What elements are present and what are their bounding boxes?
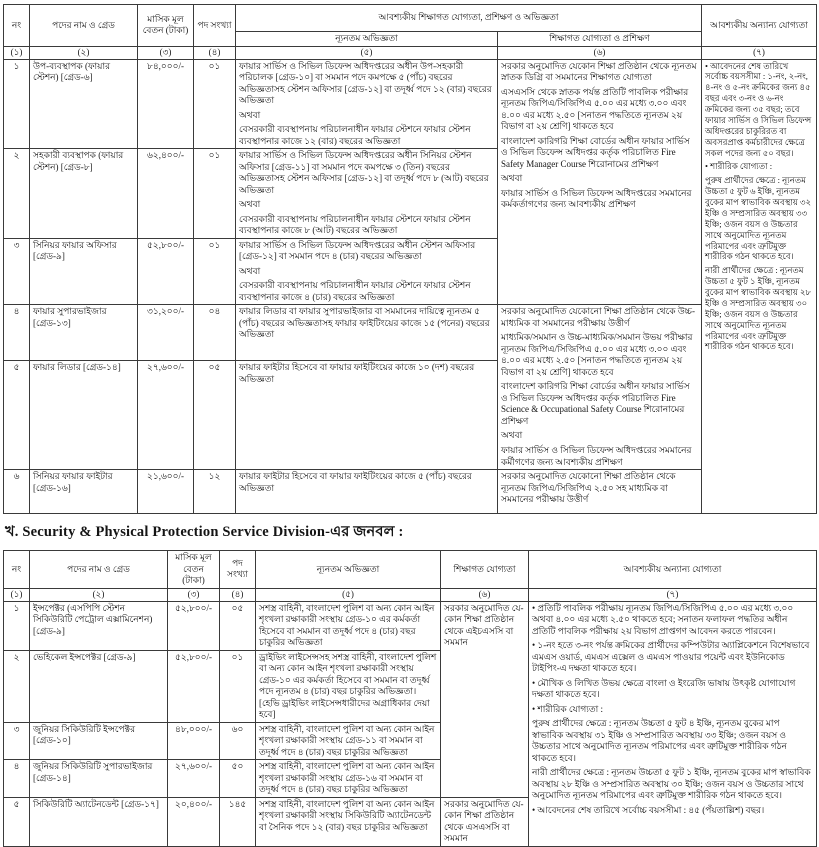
- t2-colnum-3: (৩): [168, 588, 220, 601]
- t2-r5-count: ১৪৫: [220, 797, 256, 846]
- t1-r1-experience: [236, 59, 498, 149]
- text-line: নারী প্রার্থীদের ক্ষেত্রে : ন্যূনতম উচ্চতা ৫ ফুট ১ ইঞ্চি, ন্যূনতম বুকের মাপ স্বাভাবিক অবস্থায় ২৮ ইঞ্চি ও সম্প্রসারিত অবস্থায় ৩০ ইঞ্চি; ওজন বয়স ও উচ্চতার সাথে অনুমোদিত ন্যূনতম পরিমাপের এবং ত্রুটিমুক্ত শারীরিক গঠন থাকতে হবে।: [532, 767, 813, 801]
- text-line: সশস্ত্র বাহিনী, বাংলাদেশ পুলিশ বা অন্য কোন আইন শৃংখলা রক্ষাকারী সংস্থায় গ্রেড-১১ বা সমমান বা তদূর্ধ্ব পদে ৪ (চার) বছর চাকুরির অভিজ্ঞতা: [259, 723, 437, 757]
- t2-colnum-7: (৭): [529, 588, 817, 601]
- text-line: • শারীরিক যোগ্যতা :: [532, 703, 604, 714]
- security-division-table: [3, 550, 817, 847]
- table-row: [4, 59, 817, 149]
- text-line: অথবা: [239, 199, 261, 210]
- t1-r4-salary: ৩১,২০০/-: [138, 305, 194, 361]
- t2-colnum-5: (৫): [256, 588, 441, 601]
- t1-header-sl: নং: [4, 5, 30, 47]
- text-line: বেসরকারী ব্যবস্থাপনায় পরিচালনাধীন ফায়ার স্টেশনে ফায়ার স্টেশন ব্যবস্থাপনার কাজে ৮ (আট) বছরের অভিজ্ঞতা: [239, 213, 473, 236]
- t1-r3-count: ০১: [194, 238, 236, 305]
- text-line: • ১-নং হতে ৩-নং পর্যন্ত ক্রমিকের প্রার্থীদের কম্পিউটার অ্যাপ্লিকেশনে বিশেষভাবে এমএস ওয়ার্ড, এমএস এক্সেল ও এমএস পাওয়ার পয়েন্ট এবং ইউনিকোড টাইপিং-এ দক্ষতা থাকতে হবে।: [532, 640, 812, 674]
- text-line: সরকার অনুমোদিত যেকোন শিক্ষা প্রতিষ্ঠান থেকে ন্যূনতম স্নাতক ডিগ্রি বা সমমানের শিক্ষাগত যোগ্যতা: [501, 60, 699, 83]
- text-line: সরকার অনুমোদিত যে-কোন শিক্ষা প্রতিষ্ঠান থেকে এসএসসি বা সমমান: [444, 798, 524, 844]
- t2-r2-experience: [256, 650, 441, 722]
- t1-colnum-7: (৭): [702, 46, 817, 59]
- t1-r2-salary: ৬২,৪০০/-: [138, 149, 194, 239]
- t1-colnum-2: (২): [30, 46, 138, 59]
- t2-r1-count: ০৫: [220, 601, 256, 650]
- t2-r2-sl: ২: [4, 650, 30, 722]
- text-line: সশস্ত্র বাহিনী, বাংলাদেশ পুলিশ বা অন্য কোন আইন শৃংখলা রক্ষাকারী সংস্থায় সিকিউরিটি অ্যাটেনডেন্ট বা সৈনিক পদে ১২ (বার) বছর চাকুরির অভিজ্ঞতা: [259, 798, 437, 832]
- t2-r1-experience: [256, 601, 441, 650]
- t2-r3-post: জুনিয়র সিকিউরিটি ইন্সপেক্টর [গ্রেড-১০]: [30, 722, 168, 760]
- t1-r4-post: ফায়ার সুপারভাইজার [গ্রেড-১৩]: [30, 305, 138, 361]
- text-line: মাধ্যমিক/সমমান ও উচ্চ-মাধ্যমিক/সমমান উভয় পরীক্ষার ন্যূনতম জিপিএ/সিজিপিএ ৫.০০ এর মধ্যে ৩.০০ এবং ৪.০০ এর মধ্যে ২.৫০ [সনাতন পদ্ধতিতে ন্যূনতম ২য় বিভাগ বা ২য় শ্রেণি] থাকতে হবে: [501, 332, 695, 377]
- t1-header-qual-group: আবশ্যকীয় শিক্ষাগত যোগ্যতা, প্রশিক্ষণ ও অভিজ্ঞতা: [236, 5, 702, 32]
- t1-r6-experience: [236, 470, 498, 514]
- t1-r2-experience: [236, 149, 498, 239]
- t2-r3-experience: [256, 722, 441, 760]
- text-line: • শারীরিক যোগ্যতা :: [705, 161, 773, 172]
- t1-r1-post: উপ-ব্যবস্থাপক (ফায়ার স্টেশন) [গ্রেড-৬]: [30, 59, 138, 149]
- t1-colnum-1: (১): [4, 46, 30, 59]
- t1-header-edu: শিক্ষাগত যোগ্যতা ও প্রশিক্ষণ: [498, 32, 702, 47]
- t1-header-count: পদ সংখ্যা: [194, 5, 236, 47]
- text-line: বেসরকারী ব্যবস্থাপনায় পরিচালনাধীন ফায়ার স্টেশনে ফায়ার স্টেশন ব্যবস্থাপনার কাজে ১২ (বার) বছরের অভিজ্ঞতা: [239, 124, 473, 146]
- t1-r1-sl: ১: [4, 59, 30, 149]
- text-line: ফায়ার সার্ভিস ও সিভিল ডিফেন্স অধিদপ্তরের সমমানের কর্মকর্তাগণের জন্য আবশ্যকীয় প্রশিক্ষণ: [501, 187, 694, 210]
- t2-colnum-2: (২): [30, 588, 168, 601]
- t1-r4-sl: ৪: [4, 305, 30, 361]
- t1-r5-experience: [236, 361, 498, 470]
- t2-r4-count: ৫০: [220, 760, 256, 798]
- text-line: অথবা: [239, 265, 261, 276]
- fire-division-table: [3, 4, 817, 514]
- table-row: [4, 305, 817, 361]
- text-line: অথবা: [239, 109, 261, 120]
- t1-r3-experience: [236, 238, 498, 305]
- t2-header-salary: মাসিক মূল বেতন (টাকা): [168, 551, 220, 589]
- text-line: ফায়ার লিডার বা ফায়ার সুপারভাইজার বা সমমানের দায়িত্বে ন্যূনতম ৫ (পাঁচ) বছরের অভিজ্ঞতাসহ ফায়ার ফাইটিংয়ের কাজে ১৫ (পনের) বছরের অভিজ্ঞতা: [239, 306, 492, 340]
- t1-r5-salary: ২৭,৬০০/-: [138, 361, 194, 470]
- t1-edu-rows4to5: [498, 305, 702, 470]
- t2-header-post: পদের নাম ও গ্রেড: [30, 551, 168, 589]
- text-line: সরকার অনুমোদিত যে-কোন শিক্ষা প্রতিষ্ঠান থেকে এইচএসসি বা সমমান: [444, 602, 524, 648]
- t1-r1-count: ০১: [194, 59, 236, 149]
- t2-r3-count: ৬০: [220, 722, 256, 760]
- t2-r5-salary: ২০,৪০০/-: [168, 797, 220, 846]
- t2-header-exp: ন্যূনতম অভিজ্ঞতা: [256, 551, 441, 589]
- t1-r6-salary: ২১,৬০০/-: [138, 470, 194, 514]
- t2-r2-post: ভেহিকেল ইন্সপেক্টর [গ্রেড-৯]: [30, 650, 168, 722]
- t2-edu-rows1to4: [441, 601, 529, 797]
- text-line: বাংলাদেশ কারিগরি শিক্ষা বোর্ডের অধীন ফায়ার সার্ভিস ও সিভিল ডিফেন্স অধিদপ্তর কর্তৃক পরিচালিত Fire Science & Occupational Safety Course শিরোনামের প্রশিক্ষণ: [501, 381, 692, 426]
- t1-r5-count: ০৫: [194, 361, 236, 470]
- text-line: ফায়ার সার্ভিস ও সিভিল ডিফেন্স অধিদপ্তরের অধীন সিনিয়র স্টেশন অফিসার [গ্রেড-১১] বা সমমান পদে কমপক্ষে ৩ (তিন) বছরের অভিজ্ঞতাসহ স্টেশন অফিসার [গ্রেড-১২] বা তদূর্ধ্ব পদে ৮ (আট) বছরের অভিজ্ঞতা: [239, 150, 491, 195]
- t1-edu-row6: [498, 470, 702, 514]
- text-line: বাংলাদেশ কারিগরি শিক্ষা বোর্ডের অধীন ফায়ার সার্ভিস ও সিভিল ডিফেন্স অধিদপ্তর কর্তৃক পরিচালিত Fire Safety Manager Course শিরোনামের প্রশিক্ষণ: [501, 135, 692, 169]
- t2-r5-experience: [256, 797, 441, 846]
- t1-r5-sl: ৫: [4, 361, 30, 470]
- text-line: ফায়ার সার্ভিস ও সিভিল ডিফেন্স অধিদপ্তরের অধীন স্টেশন অফিসার [গ্রেড-১২] বা সমমান পদে ৪ (চার) বছরের অভিজ্ঞতা: [239, 239, 478, 262]
- t2-r3-sl: ৩: [4, 722, 30, 760]
- text-line: নারী প্রার্থীদের ক্ষেত্রে : ন্যূনতম উচ্চতা ৫ ফুট ১ ইঞ্চি, ন্যূনতম বুকের মাপ স্বাভাবিক অবস্থায় ২৮ ইঞ্চি ও সম্প্রসারিত অবস্থায় ৩০ ইঞ্চি; ওজন বয়স ও উচ্চতার সাথে অনুমোদিত ন্যূনতম পরিমাপের এবং ত্রুটিমুক্ত শারীরিক গঠন থাকতে হবে।: [705, 265, 814, 352]
- t1-r3-sl: ৩: [4, 238, 30, 305]
- t1-r5-post: ফায়ার লিডার [গ্রেড-১৪]: [30, 361, 138, 470]
- text-line: ফায়ার সার্ভিস ও সিভিল ডিফেন্স অধিদপ্তরের অধীন উপ-সহকারী পরিচালক [গ্রেড-১০] বা সমমান পদে কমপক্ষে ৫ (পাঁচ) বছরের অভিজ্ঞতাসহ স্টেশন অফিসার [গ্রেড-১২] বা তদূর্ধ্ব পদে ১২ (বার) বছরের অভিজ্ঞতা: [239, 60, 494, 106]
- text-line: ফায়ার সার্ভিস ও সিভিল ডিফেন্স অধিদপ্তরের সমমানের কর্মীগণের জন্য আবশ্যকীয় প্রশিক্ষণ: [501, 444, 694, 467]
- t2-header-sl: নং: [4, 551, 30, 589]
- text-line: সশস্ত্র বাহিনী, বাংলাদেশ পুলিশ বা অন্য কোন আইন শৃংখলা রক্ষাকারী সংস্থায় গ্রেড-১০ এর কর্মকর্তা হিসেবে বা সমমান বা তদূর্ধ্ব পদে ৪ (চার) বছর চাকুরির অভিজ্ঞতা: [259, 602, 437, 648]
- t1-r4-count: ০৪: [194, 305, 236, 361]
- t2-r4-sl: ৪: [4, 760, 30, 798]
- t1-r2-count: ০১: [194, 149, 236, 239]
- t2-r4-experience: [256, 760, 441, 798]
- text-line: অথবা: [501, 173, 523, 184]
- text-line: • আবেদনের শেষ তারিখে সর্বোচ্চ বয়সসীমা : ১-নং, ২-নং, ৪-নং ও ৫-নং ক্রমিকের জন্য ৪৫ বছর এবং ৩-নং ও ৬-নং ক্রমিকের জন্য ৩৫ বছর; তবে ফায়ার সার্ভিস ও সিভিল ডিফেন্স অধিদপ্তরের চাকুরিরত বা অবসরপ্রাপ্ত কর্মচারীদের ক্ষেত্রে সকল পদের জন্য ৫০ বছর।: [705, 60, 814, 158]
- t1-header-salary: মাসিক মূল বেতন (টাকা): [138, 5, 194, 47]
- t1-r6-sl: ৬: [4, 470, 30, 514]
- t2-header-other: আবশ্যকীয় অন্যান্য যোগ্যতা: [529, 551, 817, 589]
- text-line: এসএসসি থেকে স্নাতক পর্যন্ত প্রতিটি পাবলিক পরীক্ষার ন্যূনতম জিপিএ/সিজিপিএ ৫.০০ এর মধ্যে ৩.০০ এবং ৪.০০ এর মধ্যে ২.৫০ [সনাতন পদ্ধতিতে ন্যূনতম ২য় বিভাগ বা ২য় শ্রেণি] থাকতে হবে: [501, 86, 691, 132]
- text-line: ফায়ার ফাইটার হিসেবে বা ফায়ার ফাইটিংয়ের কাজে ১০ (দশ) বছরের অভিজ্ঞতা: [239, 362, 477, 384]
- t1-colnum-6: (৬): [498, 46, 702, 59]
- t1-colnum-5: (৫): [236, 46, 498, 59]
- text-line: বেসরকারী ব্যবস্থাপনায় পরিচালনাধীন ফায়ার স্টেশনে ফায়ার স্টেশন ব্যবস্থাপনার কাজে ৪ (চার) বছরের অভিজ্ঞতা: [239, 280, 473, 302]
- t2-r4-post: জুনিয়র সিকিউরিটি সুপারভাইজার [গ্রেড-১৪]: [30, 760, 168, 798]
- t2-r2-salary: ৫২,৮০০/-: [168, 650, 220, 722]
- t1-r6-post: সিনিয়র ফায়ার ফাইটার [গ্রেড-১৬]: [30, 470, 138, 514]
- text-line: ফায়ার ফাইটার হিসেবে বা ফায়ার ফাইটিংয়ের কাজে ৫ (পাঁচ) বছরের অভিজ্ঞতা: [239, 471, 475, 493]
- t1-r4-experience: [236, 305, 498, 361]
- t1-colnum-3: (৩): [138, 46, 194, 59]
- t2-colnum-6: (৬): [441, 588, 529, 601]
- t2-r1-salary: ৫২,৮০০/-: [168, 601, 220, 650]
- t2-r5-post: সিকিউরিটি অ্যাটেনডেন্ট [গ্রেড-১৭]: [30, 797, 168, 846]
- t1-colnum-4: (৪): [194, 46, 236, 59]
- text-line: ড্রাইভিং লাইসেন্সসহ সশস্ত্র বাহিনী, বাংলাদেশ পুলিশ বা অন্য কোন আইন শৃংখলা রক্ষাকারী সংস্থায় গ্রেড-১০ এর কর্মকর্তা হিসেবে বা সমমান বা তদূর্ধ্ব পদে ন্যূনতম ৪ (চার) বছর চাকুরির অভিজ্ঞতা। [হেভি ড্রাইভিং লাইসেন্সধারীদের অগ্রাধিকার দেয়া হবে]: [259, 651, 439, 720]
- text-line: • মৌখিক ও লিখিত উভয় ক্ষেত্রে বাংলা ও ইংরেজি ভাষায় উৎকৃষ্ট যোগাযোগ দক্ষতা থাকতে হবে।: [532, 677, 798, 700]
- section-b-heading: খ. Security & Physical Protection Service Division-এর জনবল :: [5, 524, 404, 541]
- table-row: [4, 601, 817, 650]
- t2-r4-salary: ২৭,৬০০/-: [168, 760, 220, 798]
- t2-r1-sl: ১: [4, 601, 30, 650]
- t2-header-edu: শিক্ষাগত যোগ্যতা: [441, 551, 529, 589]
- text-line: পুরুষ প্রার্থীদের ক্ষেত্রে : ন্যূনতম উচ্চতা ৫ ফুট ৬ ইঞ্চি, ন্যূনতম বুকের মাপ স্বাভাবিক অবস্থায় ৩২ ইঞ্চি ও সম্প্রসারিত অবস্থায় ৩৩ ইঞ্চি; ওজন বয়স ও উচ্চতার সাথে অনুমোদিত ন্যূনতম পরিমাপের এবং ত্রুটিমুক্ত শারীরিক গঠন থাকতে হবে।: [705, 175, 814, 262]
- table-row: [4, 470, 817, 514]
- t2-header-count: পদ সংখ্যা: [220, 551, 256, 589]
- t1-header-post: পদের নাম ও গ্রেড: [30, 5, 138, 47]
- text-line: সরকার অনুমোদিত যেকোনো শিক্ষা প্রতিষ্ঠান থেকে ন্যূনতম জিপিএ/সিজিপিএ ২.৫০ সহ মাধ্যমিক বা সমমানের পরীক্ষায় উত্তীর্ণ: [501, 471, 678, 505]
- t2-r2-count: ০১: [220, 650, 256, 722]
- t2-r5-sl: ৫: [4, 797, 30, 846]
- t2-r1-post: ইন্সপেক্টর (এসপিপি স্টেশন সিকিউরিটি পেট্রোল এক্সামিনেশন) [গ্রেড-৯]: [30, 601, 168, 650]
- text-line: • আবেদনের শেষ তারিখে সর্বোচ্চ বয়সসীমা : ৪৫ (পঁয়তাল্লিশ) বছর।: [532, 804, 765, 815]
- text-line: সরকার অনুমোদিত যেকোনো শিক্ষা প্রতিষ্ঠান থেকে উচ্চ-মাধ্যমিক বা সমমানের পরীক্ষায় উত্তীর্ণ: [501, 306, 695, 328]
- t1-other-qualifications: [702, 59, 817, 514]
- t2-r3-salary: ৪৮,০০০/-: [168, 722, 220, 760]
- text-line: সশস্ত্র বাহিনী, বাংলাদেশ পুলিশ বা অন্য কোন আইন শৃংখলা রক্ষাকারী সংস্থায় গ্রেড-১৬ বা সমমান বা তদূর্ধ্ব পদে ৪ (চার) বছর চাকুরির অভিজ্ঞতা: [259, 761, 437, 795]
- t1-header-other: আবশ্যকীয় অন্যান্য যোগ্যতা: [702, 5, 817, 47]
- t1-r3-salary: ৫২,৮০০/-: [138, 238, 194, 305]
- t1-header-exp: ন্যূনতম অভিজ্ঞতা: [236, 32, 498, 47]
- t1-r3-post: সিনিয়র ফায়ার অফিসার [গ্রেড-৯]: [30, 238, 138, 305]
- t1-r2-sl: ২: [4, 149, 30, 239]
- t1-edu-rows1to3: [498, 59, 702, 305]
- t2-colnum-4: (৪): [220, 588, 256, 601]
- t1-r2-post: সহকারী ব্যবস্থাপক (ফায়ার স্টেশন) [গ্রেড-৮]: [30, 149, 138, 239]
- text-line: পুরুষ প্রার্থীদের ক্ষেত্রে : ন্যূনতম উচ্চতা ৫ ফুট ৪ ইঞ্চি, ন্যূনতম বুকের মাপ স্বাভাবিক অবস্থায় ৩১ ইঞ্চি ও সম্প্রসারিত অবস্থায় ৩৩ ইঞ্চি; ওজন বয়স ও উচ্চতার সাথে অনুমোদিত ন্যূনতম পরিমাপের এবং ত্রুটিমুক্ত শারীরিক গঠন থাকতে হবে।: [532, 718, 790, 763]
- text-line: অথবা: [501, 430, 523, 441]
- text-line: • প্রতিটি পাবলিক পরীক্ষায় ন্যূনতম জিপিএ/সিজিপিএ ৫.০০ এর মধ্যে ৩.০০ অথবা ৪.০০ এর মধ্যে ২.৫০ থাকতে হবে; সনাতন ফলাফল পদ্ধতির অধীন প্রতিটি পাবলিক পরীক্ষায় ২য় বিভাগ প্রাপ্তগণ আবেদন করতে পারবেন।: [532, 602, 796, 636]
- t1-r6-count: ১২: [194, 470, 236, 514]
- t2-other-qualifications: [529, 601, 817, 846]
- t2-edu-row5: [441, 797, 529, 846]
- t2-colnum-1: (১): [4, 588, 30, 601]
- t1-r1-salary: ৮৪,০০০/-: [138, 59, 194, 149]
